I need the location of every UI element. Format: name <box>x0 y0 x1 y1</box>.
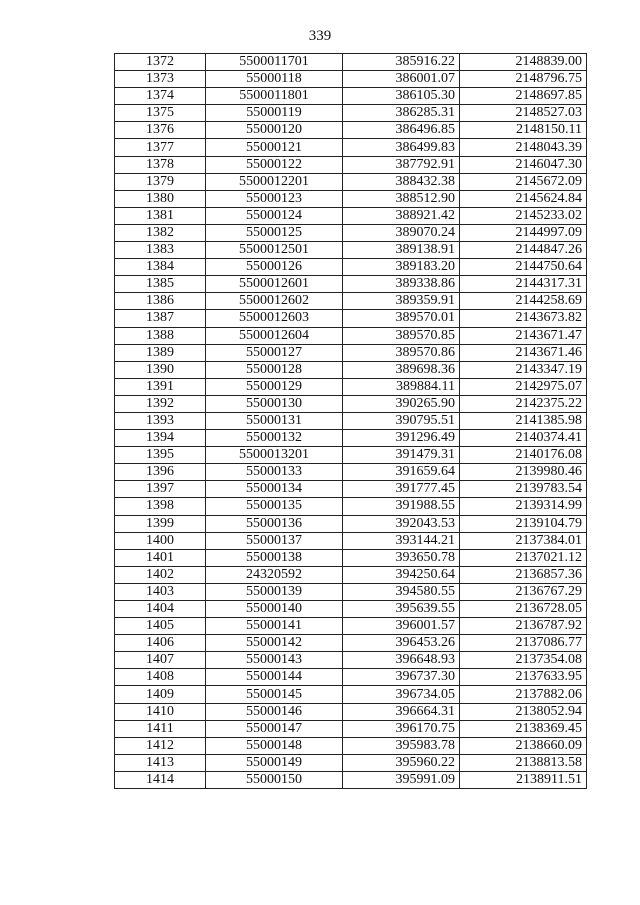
x-coordinate-cell: 386001.07 <box>343 71 460 88</box>
table-row <box>115 361 587 378</box>
point-number-cell: 1401 <box>115 549 206 566</box>
table-row <box>115 447 587 464</box>
x-coordinate-cell: 388432.38 <box>343 173 460 190</box>
point-id-cell: 55000124 <box>206 207 343 224</box>
x-coordinate-cell: 391296.49 <box>343 430 460 447</box>
x-coordinate-cell: 396453.26 <box>343 635 460 652</box>
y-coordinate-cell: 2141385.98 <box>460 412 587 429</box>
x-coordinate-cell: 389570.85 <box>343 327 460 344</box>
point-id-cell: 55000139 <box>206 583 343 600</box>
point-id-cell: 55000138 <box>206 549 343 566</box>
point-id-cell: 55000140 <box>206 601 343 618</box>
point-number-cell: 1377 <box>115 139 206 156</box>
point-id-cell: 55000125 <box>206 224 343 241</box>
point-id-cell: 55000118 <box>206 71 343 88</box>
coordinates-table <box>114 53 587 789</box>
table-row <box>115 378 587 395</box>
point-number-cell: 1410 <box>115 703 206 720</box>
x-coordinate-cell: 386105.30 <box>343 88 460 105</box>
table-row <box>115 754 587 771</box>
table-row <box>115 207 587 224</box>
point-number-cell: 1376 <box>115 122 206 139</box>
point-id-cell: 55000119 <box>206 105 343 122</box>
y-coordinate-cell: 2137882.06 <box>460 686 587 703</box>
table-row <box>115 720 587 737</box>
point-id-cell: 55000133 <box>206 464 343 481</box>
y-coordinate-cell: 2138911.51 <box>460 771 587 788</box>
y-coordinate-cell: 2140374.41 <box>460 430 587 447</box>
y-coordinate-cell: 2148839.00 <box>460 54 587 71</box>
point-id-cell: 55000145 <box>206 686 343 703</box>
x-coordinate-cell: 389183.20 <box>343 259 460 276</box>
y-coordinate-cell: 2144317.31 <box>460 276 587 293</box>
table-row <box>115 515 587 532</box>
point-number-cell: 1412 <box>115 737 206 754</box>
x-coordinate-cell: 389570.86 <box>343 344 460 361</box>
table-row <box>115 771 587 788</box>
point-id-cell: 55000143 <box>206 652 343 669</box>
point-id-cell: 55000136 <box>206 515 343 532</box>
point-id-cell: 55000137 <box>206 532 343 549</box>
y-coordinate-cell: 2148527.03 <box>460 105 587 122</box>
x-coordinate-cell: 386499.83 <box>343 139 460 156</box>
x-coordinate-cell: 389138.91 <box>343 242 460 259</box>
point-id-cell: 55000126 <box>206 259 343 276</box>
point-number-cell: 1405 <box>115 618 206 635</box>
point-id-cell: 5500013201 <box>206 447 343 464</box>
point-number-cell: 1391 <box>115 378 206 395</box>
table-row <box>115 498 587 515</box>
y-coordinate-cell: 2144750.64 <box>460 259 587 276</box>
table-row <box>115 549 587 566</box>
point-number-cell: 1380 <box>115 190 206 207</box>
point-id-cell: 55000149 <box>206 754 343 771</box>
y-coordinate-cell: 2148697.85 <box>460 88 587 105</box>
point-id-cell: 55000134 <box>206 481 343 498</box>
x-coordinate-cell: 390795.51 <box>343 412 460 429</box>
x-coordinate-cell: 395983.78 <box>343 737 460 754</box>
x-coordinate-cell: 391777.45 <box>343 481 460 498</box>
y-coordinate-cell: 2143671.47 <box>460 327 587 344</box>
point-id-cell: 5500011701 <box>206 54 343 71</box>
point-number-cell: 1389 <box>115 344 206 361</box>
table-row <box>115 173 587 190</box>
point-number-cell: 1395 <box>115 447 206 464</box>
point-id-cell: 55000130 <box>206 395 343 412</box>
x-coordinate-cell: 390265.90 <box>343 395 460 412</box>
table-row <box>115 327 587 344</box>
point-number-cell: 1402 <box>115 566 206 583</box>
point-number-cell: 1411 <box>115 720 206 737</box>
point-id-cell: 55000121 <box>206 139 343 156</box>
x-coordinate-cell: 386285.31 <box>343 105 460 122</box>
table-row <box>115 481 587 498</box>
y-coordinate-cell: 2137633.95 <box>460 669 587 686</box>
table-row <box>115 464 587 481</box>
point-id-cell: 55000131 <box>206 412 343 429</box>
table-row <box>115 737 587 754</box>
x-coordinate-cell: 385916.22 <box>343 54 460 71</box>
point-number-cell: 1373 <box>115 71 206 88</box>
x-coordinate-cell: 396001.57 <box>343 618 460 635</box>
coordinates-table-body <box>115 54 587 789</box>
y-coordinate-cell: 2138660.09 <box>460 737 587 754</box>
table-row <box>115 242 587 259</box>
table-row <box>115 310 587 327</box>
point-number-cell: 1408 <box>115 669 206 686</box>
table-row <box>115 293 587 310</box>
x-coordinate-cell: 389570.01 <box>343 310 460 327</box>
point-id-cell: 55000127 <box>206 344 343 361</box>
x-coordinate-cell: 388512.90 <box>343 190 460 207</box>
table-row <box>115 430 587 447</box>
table-row <box>115 532 587 549</box>
x-coordinate-cell: 396648.93 <box>343 652 460 669</box>
point-id-cell: 55000144 <box>206 669 343 686</box>
x-coordinate-cell: 393144.21 <box>343 532 460 549</box>
point-id-cell: 55000135 <box>206 498 343 515</box>
table-row <box>115 703 587 720</box>
table-row <box>115 224 587 241</box>
table-row <box>115 344 587 361</box>
table-row <box>115 88 587 105</box>
x-coordinate-cell: 394580.55 <box>343 583 460 600</box>
point-id-cell: 55000120 <box>206 122 343 139</box>
y-coordinate-cell: 2144997.09 <box>460 224 587 241</box>
table-row <box>115 156 587 173</box>
x-coordinate-cell: 395991.09 <box>343 771 460 788</box>
table-row <box>115 412 587 429</box>
point-number-cell: 1398 <box>115 498 206 515</box>
point-number-cell: 1399 <box>115 515 206 532</box>
point-number-cell: 1397 <box>115 481 206 498</box>
point-number-cell: 1383 <box>115 242 206 259</box>
y-coordinate-cell: 2144847.26 <box>460 242 587 259</box>
y-coordinate-cell: 2148043.39 <box>460 139 587 156</box>
x-coordinate-cell: 395639.55 <box>343 601 460 618</box>
x-coordinate-cell: 389884.11 <box>343 378 460 395</box>
x-coordinate-cell: 391479.31 <box>343 447 460 464</box>
table-row <box>115 71 587 88</box>
y-coordinate-cell: 2138813.58 <box>460 754 587 771</box>
y-coordinate-cell: 2136857.36 <box>460 566 587 583</box>
table-row <box>115 583 587 600</box>
x-coordinate-cell: 391988.55 <box>343 498 460 515</box>
y-coordinate-cell: 2142375.22 <box>460 395 587 412</box>
point-number-cell: 1390 <box>115 361 206 378</box>
point-id-cell: 55000122 <box>206 156 343 173</box>
point-number-cell: 1387 <box>115 310 206 327</box>
point-number-cell: 1382 <box>115 224 206 241</box>
point-id-cell: 55000129 <box>206 378 343 395</box>
point-number-cell: 1393 <box>115 412 206 429</box>
x-coordinate-cell: 396170.75 <box>343 720 460 737</box>
y-coordinate-cell: 2145624.84 <box>460 190 587 207</box>
point-id-cell: 5500012201 <box>206 173 343 190</box>
y-coordinate-cell: 2138052.94 <box>460 703 587 720</box>
x-coordinate-cell: 392043.53 <box>343 515 460 532</box>
x-coordinate-cell: 395960.22 <box>343 754 460 771</box>
point-number-cell: 1394 <box>115 430 206 447</box>
point-id-cell: 5500012604 <box>206 327 343 344</box>
x-coordinate-cell: 396664.31 <box>343 703 460 720</box>
x-coordinate-cell: 396734.05 <box>343 686 460 703</box>
x-coordinate-cell: 386496.85 <box>343 122 460 139</box>
point-id-cell: 55000150 <box>206 771 343 788</box>
x-coordinate-cell: 389698.36 <box>343 361 460 378</box>
x-coordinate-cell: 393650.78 <box>343 549 460 566</box>
point-number-cell: 1396 <box>115 464 206 481</box>
y-coordinate-cell: 2137021.12 <box>460 549 587 566</box>
point-number-cell: 1378 <box>115 156 206 173</box>
x-coordinate-cell: 389338.86 <box>343 276 460 293</box>
point-id-cell: 55000141 <box>206 618 343 635</box>
y-coordinate-cell: 2139783.54 <box>460 481 587 498</box>
table-row <box>115 395 587 412</box>
point-number-cell: 1392 <box>115 395 206 412</box>
x-coordinate-cell: 387792.91 <box>343 156 460 173</box>
point-number-cell: 1381 <box>115 207 206 224</box>
point-id-cell: 55000123 <box>206 190 343 207</box>
point-number-cell: 1407 <box>115 652 206 669</box>
y-coordinate-cell: 2137384.01 <box>460 532 587 549</box>
y-coordinate-cell: 2146047.30 <box>460 156 587 173</box>
point-number-cell: 1375 <box>115 105 206 122</box>
point-id-cell: 55000146 <box>206 703 343 720</box>
y-coordinate-cell: 2145672.09 <box>460 173 587 190</box>
x-coordinate-cell: 391659.64 <box>343 464 460 481</box>
point-id-cell: 24320592 <box>206 566 343 583</box>
point-number-cell: 1379 <box>115 173 206 190</box>
x-coordinate-cell: 396737.30 <box>343 669 460 686</box>
table-row <box>115 190 587 207</box>
y-coordinate-cell: 2139104.79 <box>460 515 587 532</box>
point-number-cell: 1409 <box>115 686 206 703</box>
table-row <box>115 105 587 122</box>
y-coordinate-cell: 2137086.77 <box>460 635 587 652</box>
table-row <box>115 686 587 703</box>
point-number-cell: 1385 <box>115 276 206 293</box>
x-coordinate-cell: 389359.91 <box>343 293 460 310</box>
y-coordinate-cell: 2144258.69 <box>460 293 587 310</box>
point-id-cell: 5500012601 <box>206 276 343 293</box>
point-id-cell: 55000142 <box>206 635 343 652</box>
table-row <box>115 635 587 652</box>
y-coordinate-cell: 2145233.02 <box>460 207 587 224</box>
point-number-cell: 1374 <box>115 88 206 105</box>
table-row <box>115 618 587 635</box>
point-number-cell: 1388 <box>115 327 206 344</box>
y-coordinate-cell: 2139980.46 <box>460 464 587 481</box>
table-row <box>115 276 587 293</box>
y-coordinate-cell: 2140176.08 <box>460 447 587 464</box>
point-id-cell: 55000147 <box>206 720 343 737</box>
y-coordinate-cell: 2136787.92 <box>460 618 587 635</box>
table-row <box>115 259 587 276</box>
table-row <box>115 122 587 139</box>
x-coordinate-cell: 389070.24 <box>343 224 460 241</box>
point-id-cell: 5500012602 <box>206 293 343 310</box>
y-coordinate-cell: 2142975.07 <box>460 378 587 395</box>
table-row <box>115 566 587 583</box>
x-coordinate-cell: 394250.64 <box>343 566 460 583</box>
y-coordinate-cell: 2136728.05 <box>460 601 587 618</box>
y-coordinate-cell: 2139314.99 <box>460 498 587 515</box>
table-row <box>115 54 587 71</box>
table-row <box>115 669 587 686</box>
table-row <box>115 601 587 618</box>
point-number-cell: 1404 <box>115 601 206 618</box>
point-id-cell: 5500012501 <box>206 242 343 259</box>
table-row <box>115 652 587 669</box>
y-coordinate-cell: 2136767.29 <box>460 583 587 600</box>
x-coordinate-cell: 388921.42 <box>343 207 460 224</box>
point-id-cell: 55000128 <box>206 361 343 378</box>
point-number-cell: 1384 <box>115 259 206 276</box>
point-number-cell: 1372 <box>115 54 206 71</box>
point-id-cell: 55000148 <box>206 737 343 754</box>
y-coordinate-cell: 2143673.82 <box>460 310 587 327</box>
point-id-cell: 5500011801 <box>206 88 343 105</box>
point-number-cell: 1414 <box>115 771 206 788</box>
y-coordinate-cell: 2137354.08 <box>460 652 587 669</box>
y-coordinate-cell: 2143671.46 <box>460 344 587 361</box>
point-number-cell: 1406 <box>115 635 206 652</box>
point-number-cell: 1400 <box>115 532 206 549</box>
point-number-cell: 1413 <box>115 754 206 771</box>
y-coordinate-cell: 2143347.19 <box>460 361 587 378</box>
y-coordinate-cell: 2148796.75 <box>460 71 587 88</box>
point-id-cell: 5500012603 <box>206 310 343 327</box>
y-coordinate-cell: 2138369.45 <box>460 720 587 737</box>
table-row <box>115 139 587 156</box>
point-id-cell: 55000132 <box>206 430 343 447</box>
point-number-cell: 1403 <box>115 583 206 600</box>
point-number-cell: 1386 <box>115 293 206 310</box>
page-number: 339 <box>308 28 332 44</box>
y-coordinate-cell: 2148150.11 <box>460 122 587 139</box>
